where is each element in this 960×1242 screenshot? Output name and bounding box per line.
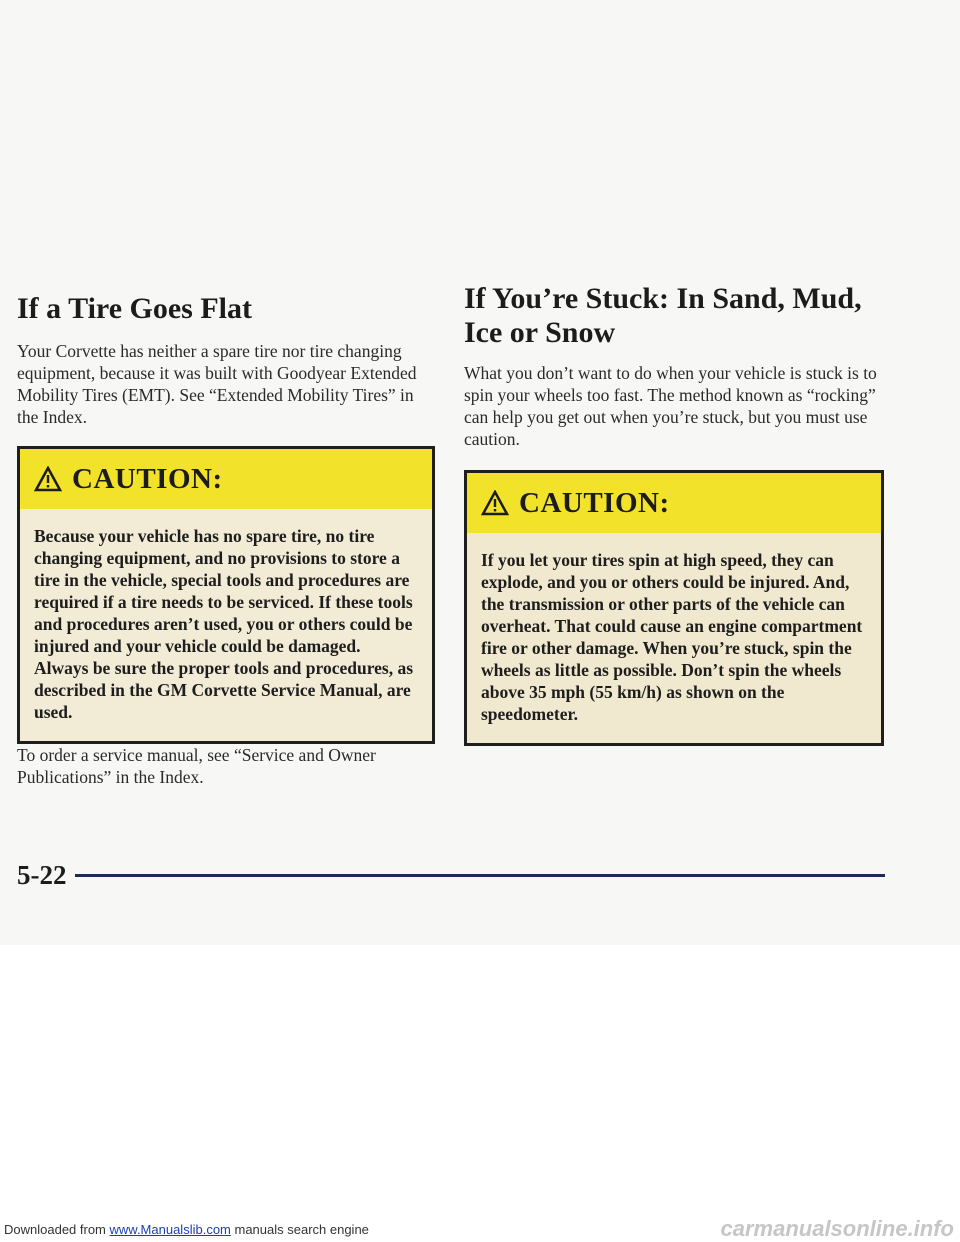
footer-rule [75, 874, 886, 877]
manualslib-link[interactable]: www.Manualslib.com [109, 1222, 231, 1237]
credit-prefix: Downloaded from [4, 1222, 110, 1237]
caution-text: Because your vehicle has no spare tire, no tire changing equipment, and no provisions to store a tire in the vehicle, special tools and procedures are required if a tire needs to be serviced. If these tools and procedures aren’t used, you or others could be injured and your vehicle could be damaged. Always be sure the proper tools and procedures, as described in the GM Corvette Service Manual, are used. [20, 509, 432, 741]
flat-tire-heading: If a Tire Goes Flat [17, 292, 252, 325]
stuck-intro: What you don’t want to do when your vehicle is stuck is to spin your wheels too fast. The method known as “rocking” can help you get out when you’re stuck, but you must use caution. [464, 363, 877, 449]
caution-title: CAUTION: [72, 462, 223, 495]
watermark: carmanualsonline.info [720, 1216, 954, 1241]
page-number: 5-22 [17, 860, 67, 890]
page-footer [17, 860, 885, 891]
right-column [464, 282, 884, 746]
flat-tire-intro: Your Corvette has neither a spare tire nor tire changing equipment, because it was built with Goodyear Extended Mobility Tires (EMT). See “Extended Mobility Tires” in the Index. [17, 341, 417, 427]
left-column [17, 292, 435, 788]
credit-suffix: manuals search engine [230, 1222, 369, 1237]
caution-title: CAUTION: [519, 486, 670, 519]
flat-tire-caution-box [17, 446, 435, 744]
warning-triangle-icon [481, 490, 509, 516]
service-manual-note: To order a service manual, see “Service and Owner Publications” in the Index. [17, 745, 376, 787]
warning-triangle-icon [34, 466, 62, 492]
stuck-heading: If You’re Stuck: In Sand, Mud, Ice or Snow [464, 282, 862, 349]
stuck-caution-box [464, 470, 884, 746]
caution-text: If you let your tires spin at high speed, they can explode, and you or others could be injured. And, the transmission or other parts of the vehicle can overheat. That could cause an engine compartment fire or other damage. When you’re stuck, spin the wheels as little as possible. Don’t spin the wheels above 35 mph (55 km/h) as shown on the speedometer. [467, 533, 881, 743]
download-credit [4, 1222, 369, 1237]
caution-header [20, 449, 432, 509]
caution-header [467, 473, 881, 533]
